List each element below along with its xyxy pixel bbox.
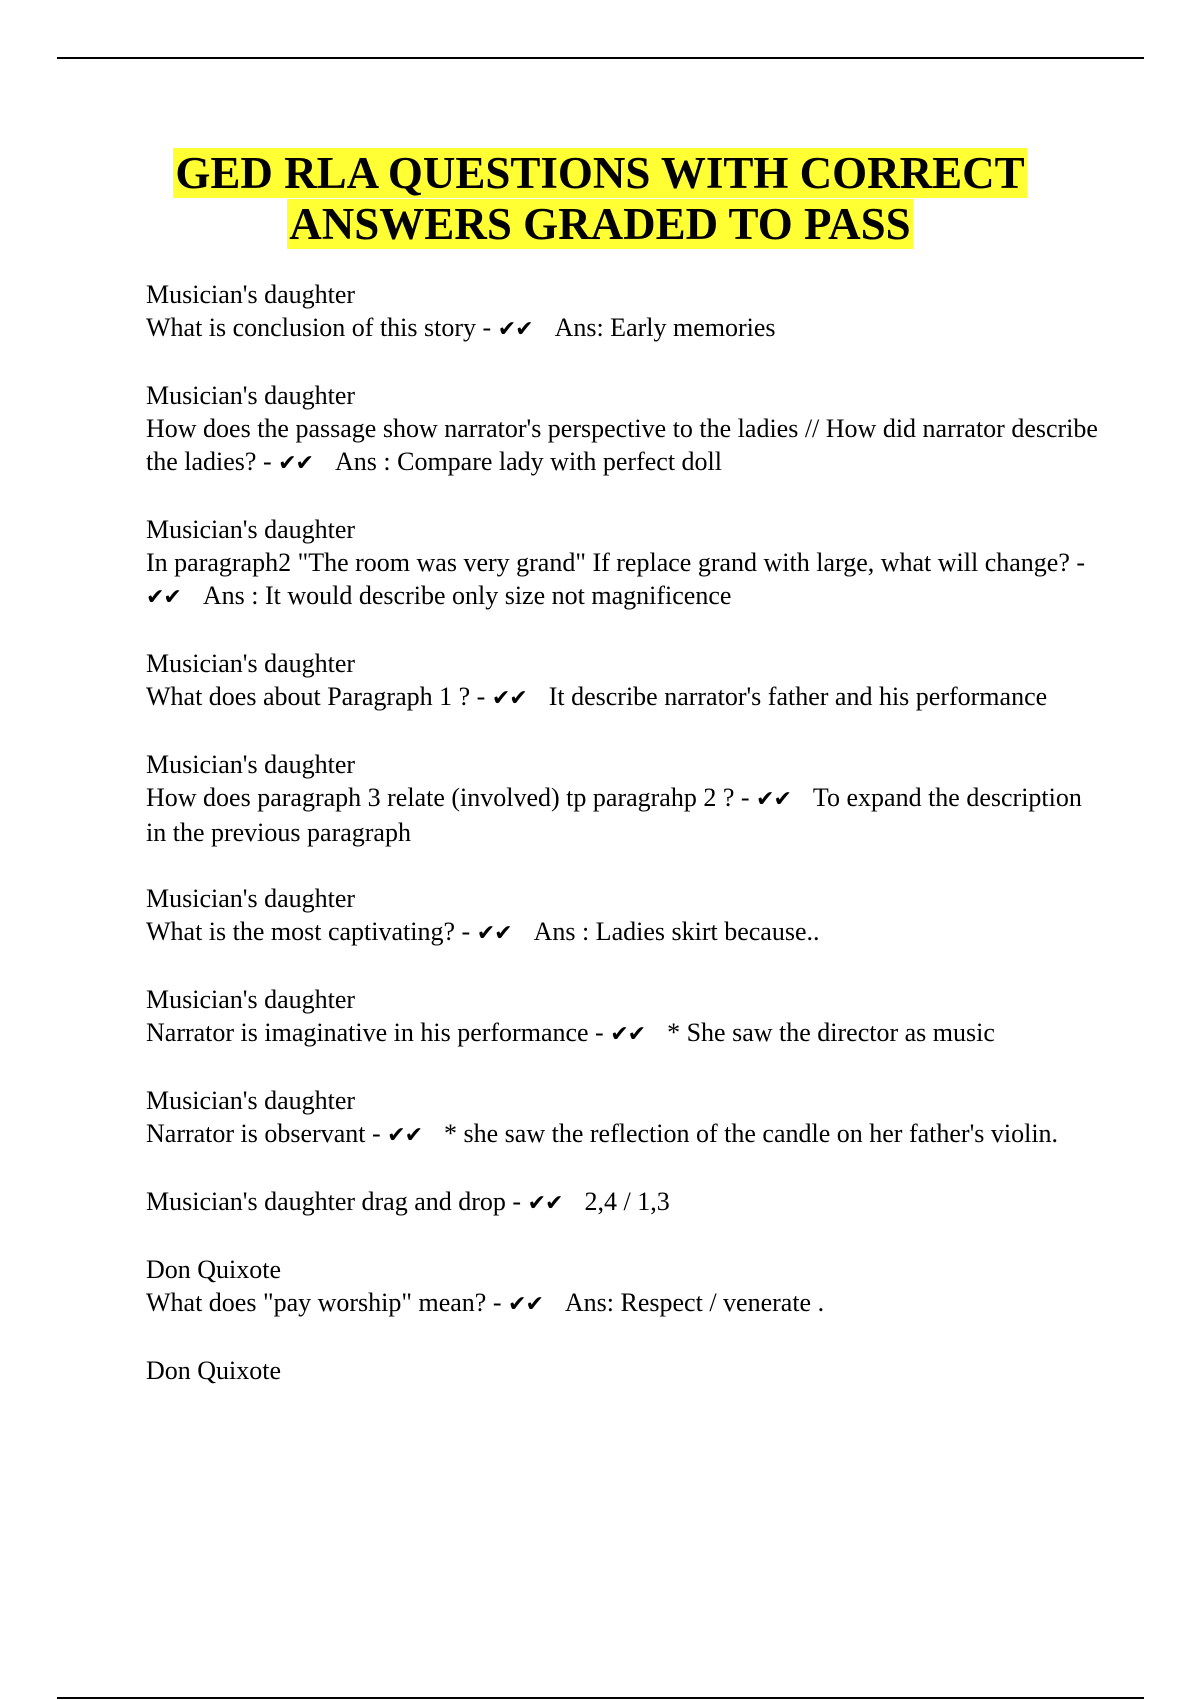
entry-qa-line (146, 915, 1106, 950)
entry-topic: Don Quixote (146, 1356, 282, 1385)
qa-entry (146, 1084, 1106, 1152)
double-check-icon: ✔✔ (610, 1022, 646, 1047)
qa-list (146, 278, 1106, 1420)
entry-topic: Musician's daughter (146, 280, 356, 309)
qa-entry (146, 379, 1106, 480)
entry-qa-line (146, 1016, 1106, 1051)
entry-question: How does paragraph 3 relate (involved) tp paragrahp 2 ? - (146, 783, 757, 812)
qa-entry (146, 882, 1106, 950)
entry-question: In paragraph2 "The room was very grand" If replace grand with large, what will change? - (146, 548, 1086, 577)
entry-qa-line (146, 546, 1106, 614)
entry-question: Narrator is imaginative in his performance - (146, 1018, 611, 1047)
entry-answer: Ans: Early memories (554, 313, 776, 342)
qa-entry (146, 1185, 1106, 1220)
qa-entry (146, 748, 1106, 849)
entry-answer: To expand the description in the previous paragraph (146, 783, 1082, 847)
qa-entry (146, 1354, 1106, 1387)
double-check-icon: ✔✔ (527, 1191, 563, 1216)
entry-question: What is the most captivating? - (146, 917, 477, 946)
entry-qa-line (146, 1185, 1106, 1220)
entry-qa-line (146, 1117, 1106, 1152)
entry-answer: Ans : Compare lady with perfect doll (334, 447, 723, 476)
qa-entry (146, 1253, 1106, 1321)
title-line-1: GED RLA QUESTIONS WITH CORRECT (175, 148, 1025, 198)
entry-answer: * she saw the reflection of the candle on her father's violin. (444, 1119, 1059, 1148)
entry-topic: Musician's daughter drag and drop - (146, 1187, 528, 1216)
entry-qa-line (146, 781, 1106, 849)
entry-topic: Don Quixote (146, 1255, 282, 1284)
double-check-icon: ✔✔ (146, 585, 181, 610)
double-check-icon: ✔✔ (756, 787, 791, 812)
qa-entry (146, 983, 1106, 1051)
entry-topic: Musician's daughter (146, 515, 356, 544)
entry-question: How does the passage show narrator's perspective to the ladies // How did narrator describe the ladies? - (146, 414, 1098, 476)
entry-topic: Musician's daughter (146, 381, 356, 410)
double-check-icon: ✔✔ (491, 686, 527, 711)
double-check-icon: ✔✔ (387, 1123, 423, 1148)
entry-question: What does about Paragraph 1 ? - (146, 682, 492, 711)
entry-topic: Musician's daughter (146, 1086, 356, 1115)
entry-qa-line (146, 1286, 1106, 1321)
entry-topic: Musician's daughter (146, 750, 356, 779)
entry-qa-line (146, 680, 1106, 715)
double-check-icon: ✔✔ (278, 451, 313, 476)
entry-answer: Ans: Respect / venerate . (564, 1288, 825, 1317)
document-title (0, 148, 1200, 250)
double-check-icon: ✔✔ (508, 1292, 543, 1317)
entry-topic: Musician's daughter (146, 649, 356, 678)
entry-qa-line (146, 311, 1106, 346)
entry-topic: Musician's daughter (146, 884, 356, 913)
double-check-icon: ✔✔ (497, 317, 533, 342)
title-line-2: ANSWERS GRADED TO PASS (289, 199, 911, 249)
entry-answer: * She saw the director as music (667, 1018, 995, 1047)
entry-answer: Ans : Ladies skirt because.. (533, 917, 820, 946)
top-rule (57, 57, 1144, 59)
entry-question: Narrator is observant - (146, 1119, 388, 1148)
qa-entry (146, 513, 1106, 614)
entry-answer: 2,4 / 1,3 (584, 1187, 670, 1216)
entry-topic: Musician's daughter (146, 985, 356, 1014)
entry-answer: It describe narrator's father and his performance (548, 682, 1048, 711)
qa-entry (146, 278, 1106, 346)
qa-entry (146, 647, 1106, 715)
bottom-rule (57, 1697, 1144, 1699)
double-check-icon: ✔✔ (476, 921, 512, 946)
entry-question: What is conclusion of this story - (146, 313, 498, 342)
entry-qa-line (146, 412, 1106, 480)
entry-answer: Ans : It would describe only size not magnificence (202, 581, 732, 610)
entry-question: What does "pay worship" mean? - (146, 1288, 509, 1317)
